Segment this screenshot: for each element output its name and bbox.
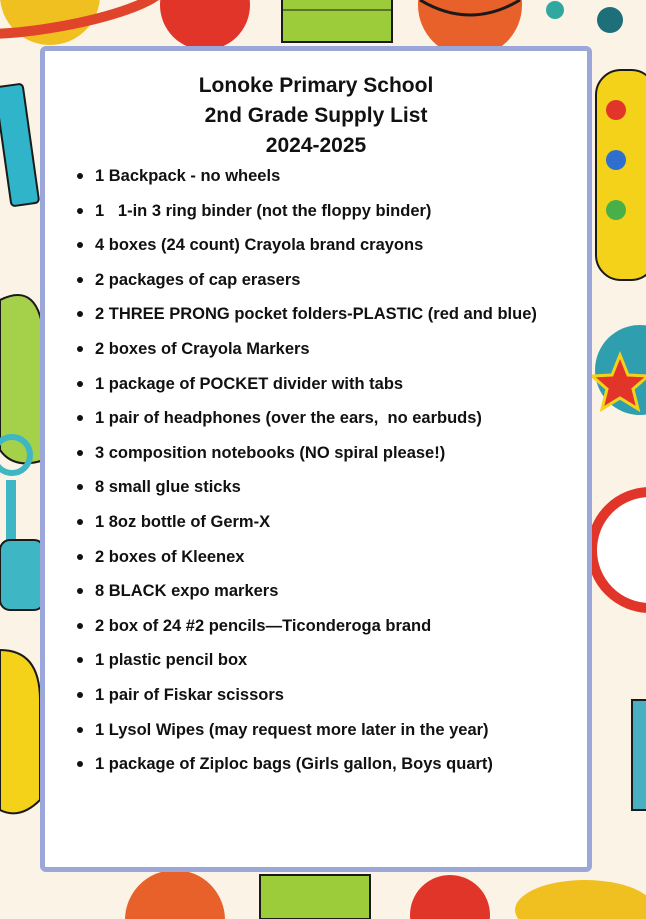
school-year: 2024-2025: [265, 134, 367, 157]
supply-item: 2 boxes of Kleenex: [77, 546, 587, 581]
supply-item: 1 package of Ziploc bags (Girls gallon, Boys quart): [77, 753, 587, 788]
supply-item: 1 Backpack - no wheels: [77, 165, 587, 200]
supply-item: 1 Lysol Wipes (may request more later in the year): [77, 719, 587, 754]
supply-item: 4 boxes (24 count) Crayola brand crayons: [77, 234, 587, 269]
planet-icon: [0, 0, 167, 46]
star-icon: [592, 325, 646, 415]
supply-item: 1 package of POCKET divider with tabs: [77, 373, 587, 408]
supply-list-header: [45, 71, 587, 161]
notebook-icon: [282, 0, 392, 42]
school-name: Lonoke Primary School: [198, 74, 434, 97]
supply-item: 1 pair of headphones (over the ears, no earbuds): [77, 407, 587, 442]
list-title: 2nd Grade Supply List: [204, 104, 428, 127]
pencil-icon: [632, 700, 646, 810]
crayon-icon: [0, 84, 39, 207]
clock-icon: [592, 492, 646, 608]
supply-item: 2 packages of cap erasers: [77, 269, 587, 304]
glue-bottle-icon: [0, 540, 44, 610]
supply-item: 2 THREE PRONG pocket folders-PLASTIC (red and blue): [77, 303, 587, 338]
supply-item: 1 1-in 3 ring binder (not the floppy binder): [77, 200, 587, 235]
supply-list: [77, 165, 587, 788]
supply-item: 8 small glue sticks: [77, 476, 587, 511]
supply-item: 2 box of 24 #2 pencils—Ticonderoga brand: [77, 615, 587, 650]
supply-list-card: [40, 46, 592, 872]
supply-item: 8 BLACK expo markers: [77, 580, 587, 615]
supply-item: 1 pair of Fiskar scissors: [77, 684, 587, 719]
supply-item: 1 8oz bottle of Germ-X: [77, 511, 587, 546]
supply-item: 1 plastic pencil box: [77, 649, 587, 684]
supply-item: 2 boxes of Crayola Markers: [77, 338, 587, 373]
apple-icon: [160, 0, 250, 50]
supply-item: 3 composition notebooks (NO spiral please!): [77, 442, 587, 477]
paint-palette-icon: [596, 70, 646, 280]
